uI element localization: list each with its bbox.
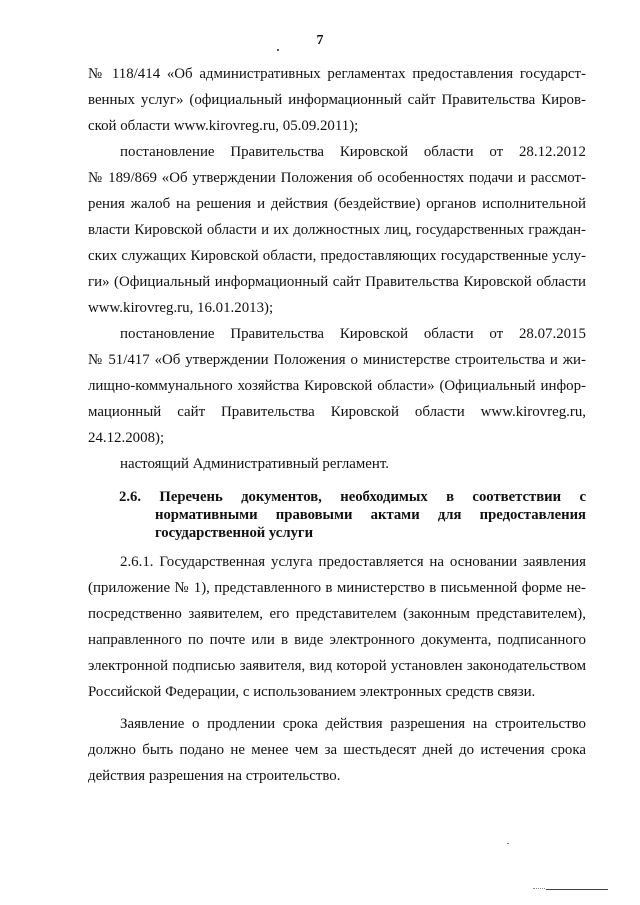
text-line: электронной подписью заявителя, вид которой установлен законодательством <box>88 658 586 674</box>
text-line: ской области www.kirovreg.ru, 05.09.2011); <box>88 118 359 134</box>
text-line: венных услуг» (официальный информационный сайт Правительства Киров- <box>88 92 586 108</box>
text-line: www.kirovreg.ru, 16.01.2013); <box>88 300 274 316</box>
heading-line: 2.6. Перечень документов, необходимых в соответствии с <box>119 489 586 505</box>
text-line: настоящий Административный регламент. <box>120 456 389 472</box>
text-line: № 118/414 «Об административных регламентах предоставления государст- <box>88 66 586 82</box>
section-body-block <box>88 549 586 789</box>
text-line: ги» (Официальный информационный сайт Правительства Кировской области <box>88 274 586 290</box>
text-line: власти Кировской области и их должностных лиц, государственных граждан- <box>88 222 586 238</box>
scan-speck <box>507 843 509 844</box>
page-number: 7 <box>316 33 324 48</box>
text-line: направленного по почте или в виде электронного документа, подписанного <box>88 632 586 648</box>
legal-references-block <box>88 61 586 477</box>
heading-line: государственной услуги <box>155 525 314 541</box>
section-heading <box>119 488 586 542</box>
text-line: № 51/417 «Об утверждении Положения о министерстве строительства и жи- <box>88 352 586 368</box>
text-line: 24.12.2008); <box>88 430 165 446</box>
text-line: Заявление о продлении срока действия разрешения на строительство <box>120 716 586 732</box>
text-line: лищно-коммунального хозяйства Кировской области» (Официальный инфор- <box>88 378 586 394</box>
text-line: посредственно заявителем, его представителем (законным представителем), <box>88 606 586 622</box>
text-line: должно быть подано не менее чем за шестьдесят дней до истечения срока <box>88 742 586 758</box>
heading-line: нормативными правовыми актами для предоставления <box>155 507 586 523</box>
text-line: (приложение № 1), представленного в министерство в письменной форме не- <box>88 580 586 596</box>
footer-dotted-mark <box>533 888 545 889</box>
text-line: № 189/869 «Об утверждении Положения об особенностях подачи и рассмот- <box>88 170 586 186</box>
text-line: рения жалоб на решения и действия (бездействие) органов исполнительной <box>88 196 586 212</box>
text-line: постановление Правительства Кировской области от 28.07.2015 <box>120 326 586 342</box>
text-line: действия разрешения на строительство. <box>88 768 341 784</box>
text-line: мационный сайт Правительства Кировской области www.kirovreg.ru, <box>88 404 586 420</box>
text-line: постановление Правительства Кировской области от 28.12.2012 <box>120 144 586 160</box>
text-line: Российской Федерации, с использованием электронных средств связи. <box>88 684 536 700</box>
scan-speck <box>277 49 279 51</box>
text-line: 2.6.1. Государственная услуга предоставляется на основании заявления <box>120 554 586 570</box>
footer-rule <box>546 889 608 890</box>
text-line: ских служащих Кировской области, предоставляющих государственные услу- <box>88 248 586 264</box>
